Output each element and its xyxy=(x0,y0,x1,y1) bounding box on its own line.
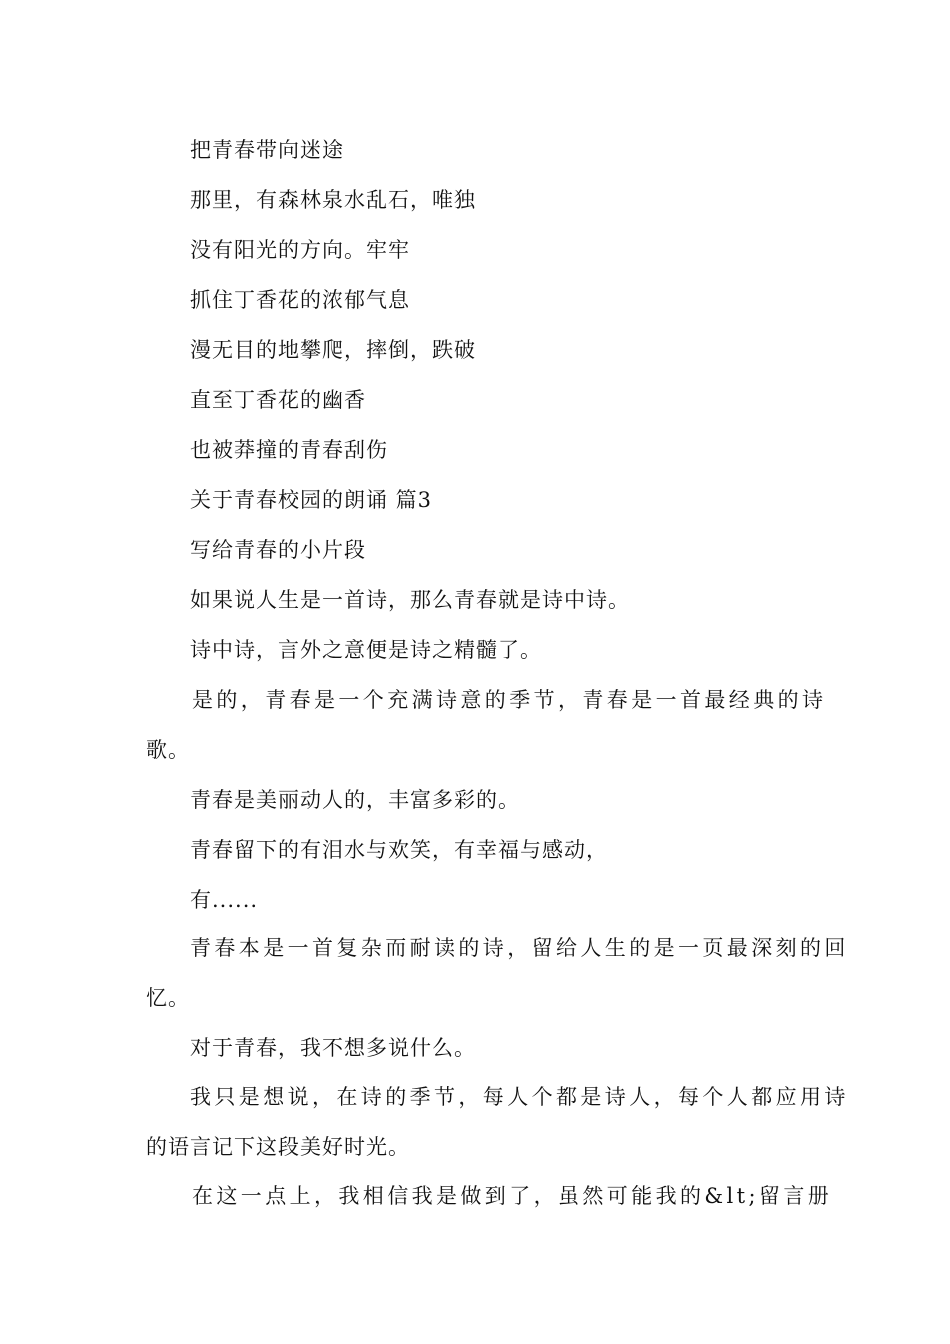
text-line: 的语言记下这段美好时光。 xyxy=(146,1135,410,1159)
text-line: 抓住丁香花的浓郁气息 xyxy=(190,288,410,312)
text-line: 如果说人生是一首诗，那么青春就是诗中诗。 xyxy=(190,588,630,612)
text-line: 也被莽撞的青春刮伤 xyxy=(190,438,388,462)
text-line: 诗中诗，言外之意便是诗之精髓了。 xyxy=(190,638,542,662)
text-line: 青春是美丽动人的，丰富多彩的。 xyxy=(190,788,520,812)
text-line: 青春本是一首复杂而耐读的诗，留给人生的是一页最深刻的回 xyxy=(190,936,849,960)
section-heading: 关于青春校园的朗诵 篇3 xyxy=(190,488,433,512)
text-line: 我只是想说，在诗的季节，每人个都是诗人，每个人都应用诗 xyxy=(190,1085,849,1109)
text-line: 忆。 xyxy=(146,986,190,1010)
text-line: 歌。 xyxy=(146,738,190,762)
text-line: 把青春带向迷途 xyxy=(190,138,344,162)
text-line: 写给青春的小片段 xyxy=(190,538,366,562)
text-line: 没有阳光的方向。牢牢 xyxy=(190,238,410,262)
text-line: 青春留下的有泪水与欢笑，有幸福与感动， xyxy=(190,838,608,862)
text-line: 是的，青春是一个充满诗意的季节，青春是一首最经典的诗 xyxy=(192,688,827,712)
text-line: 在这一点上，我相信我是做到了，虽然可能我的&lt;留言册 xyxy=(192,1184,833,1208)
text-line: 那里，有森林泉水乱石，唯独 xyxy=(190,188,476,212)
text-line: 直至丁香花的幽香 xyxy=(190,388,366,412)
text-line: 有...... xyxy=(190,888,259,912)
text-line: 对于青春，我不想多说什么。 xyxy=(190,1036,476,1060)
text-line: 漫无目的地攀爬，摔倒，跌破 xyxy=(190,338,476,362)
